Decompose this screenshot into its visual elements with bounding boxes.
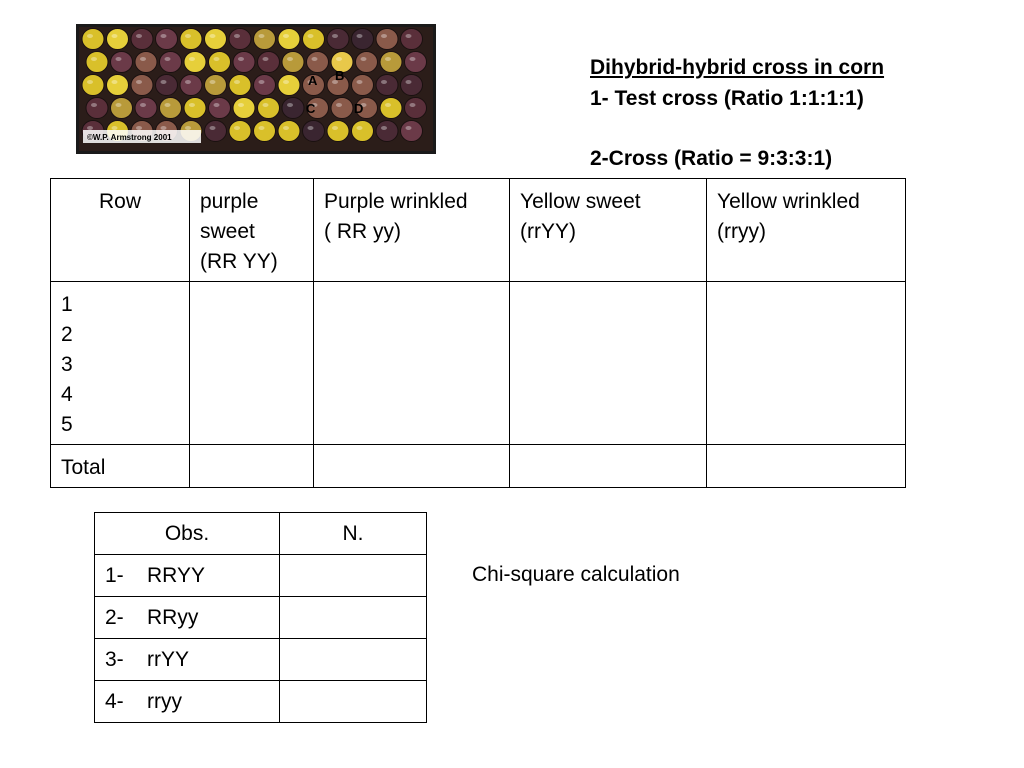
- genotype: RRYY: [147, 563, 205, 587]
- n-cell[interactable]: [280, 555, 427, 597]
- total-yellow-sweet[interactable]: [510, 445, 707, 488]
- corn-kernels-image: [79, 27, 433, 151]
- genotype: rryy: [147, 689, 182, 713]
- col-purple-sweet-header: purple sweet (RR YY): [190, 179, 314, 282]
- row-number: 1-: [105, 563, 124, 587]
- row-number: 3-: [105, 647, 124, 671]
- chi-row-3: [95, 639, 427, 681]
- corn-photo: [76, 24, 436, 154]
- cross-line: 2-Cross (Ratio = 9:3:3:1): [590, 147, 833, 170]
- label-d: D: [354, 101, 364, 116]
- genotype: RRyy: [147, 605, 199, 629]
- row-number: 2-: [105, 605, 124, 629]
- chi-row-4: [95, 681, 427, 723]
- obs-header: Obs.: [95, 513, 280, 555]
- n-cell[interactable]: [280, 639, 427, 681]
- label-c: C: [306, 101, 316, 116]
- chi-row-1: [95, 555, 427, 597]
- chi-square-table: [94, 512, 427, 723]
- obs-cell: [95, 555, 280, 597]
- total-purple-sweet[interactable]: [190, 445, 314, 488]
- test-cross-line: 1- Test cross (Ratio 1:1:1:1): [590, 87, 864, 110]
- label-b: B: [335, 68, 345, 83]
- col-purple-wrinkled-header: Purple wrinkled ( RR yy): [314, 179, 510, 282]
- results-total-row: [51, 445, 906, 488]
- row-number: 4-: [105, 689, 124, 713]
- cell-purple-wrinkled[interactable]: [314, 282, 510, 445]
- total-yellow-wrinkled[interactable]: [707, 445, 906, 488]
- heading-block: [590, 52, 884, 174]
- chi-header-row: [95, 513, 427, 555]
- n-cell[interactable]: [280, 597, 427, 639]
- row-numbers: 1 2 3 4 5: [51, 282, 190, 445]
- cell-yellow-sweet[interactable]: [510, 282, 707, 445]
- col-yellow-sweet-header: Yellow sweet (rrYY): [510, 179, 707, 282]
- chi-row-2: [95, 597, 427, 639]
- obs-cell: [95, 639, 280, 681]
- page-title: Dihybrid-hybrid cross in corn: [590, 56, 885, 79]
- n-header: N.: [280, 513, 427, 555]
- obs-cell: [95, 597, 280, 639]
- cell-purple-sweet[interactable]: [190, 282, 314, 445]
- label-a: A: [308, 73, 318, 88]
- total-label: Total: [51, 445, 190, 488]
- results-header-row: [51, 179, 906, 282]
- total-purple-wrinkled[interactable]: [314, 445, 510, 488]
- results-table: [50, 178, 906, 488]
- col-row-header: Row: [51, 179, 190, 282]
- cell-yellow-wrinkled[interactable]: [707, 282, 906, 445]
- results-data-row: [51, 282, 906, 445]
- chi-square-label: Chi-square calculation: [472, 563, 680, 586]
- obs-cell: [95, 681, 280, 723]
- genotype: rrYY: [147, 647, 189, 671]
- col-yellow-wrinkled-header: Yellow wrinkled (rryy): [707, 179, 906, 282]
- n-cell[interactable]: [280, 681, 427, 723]
- photo-credit: ©W.P. Armstrong 2001: [87, 133, 172, 142]
